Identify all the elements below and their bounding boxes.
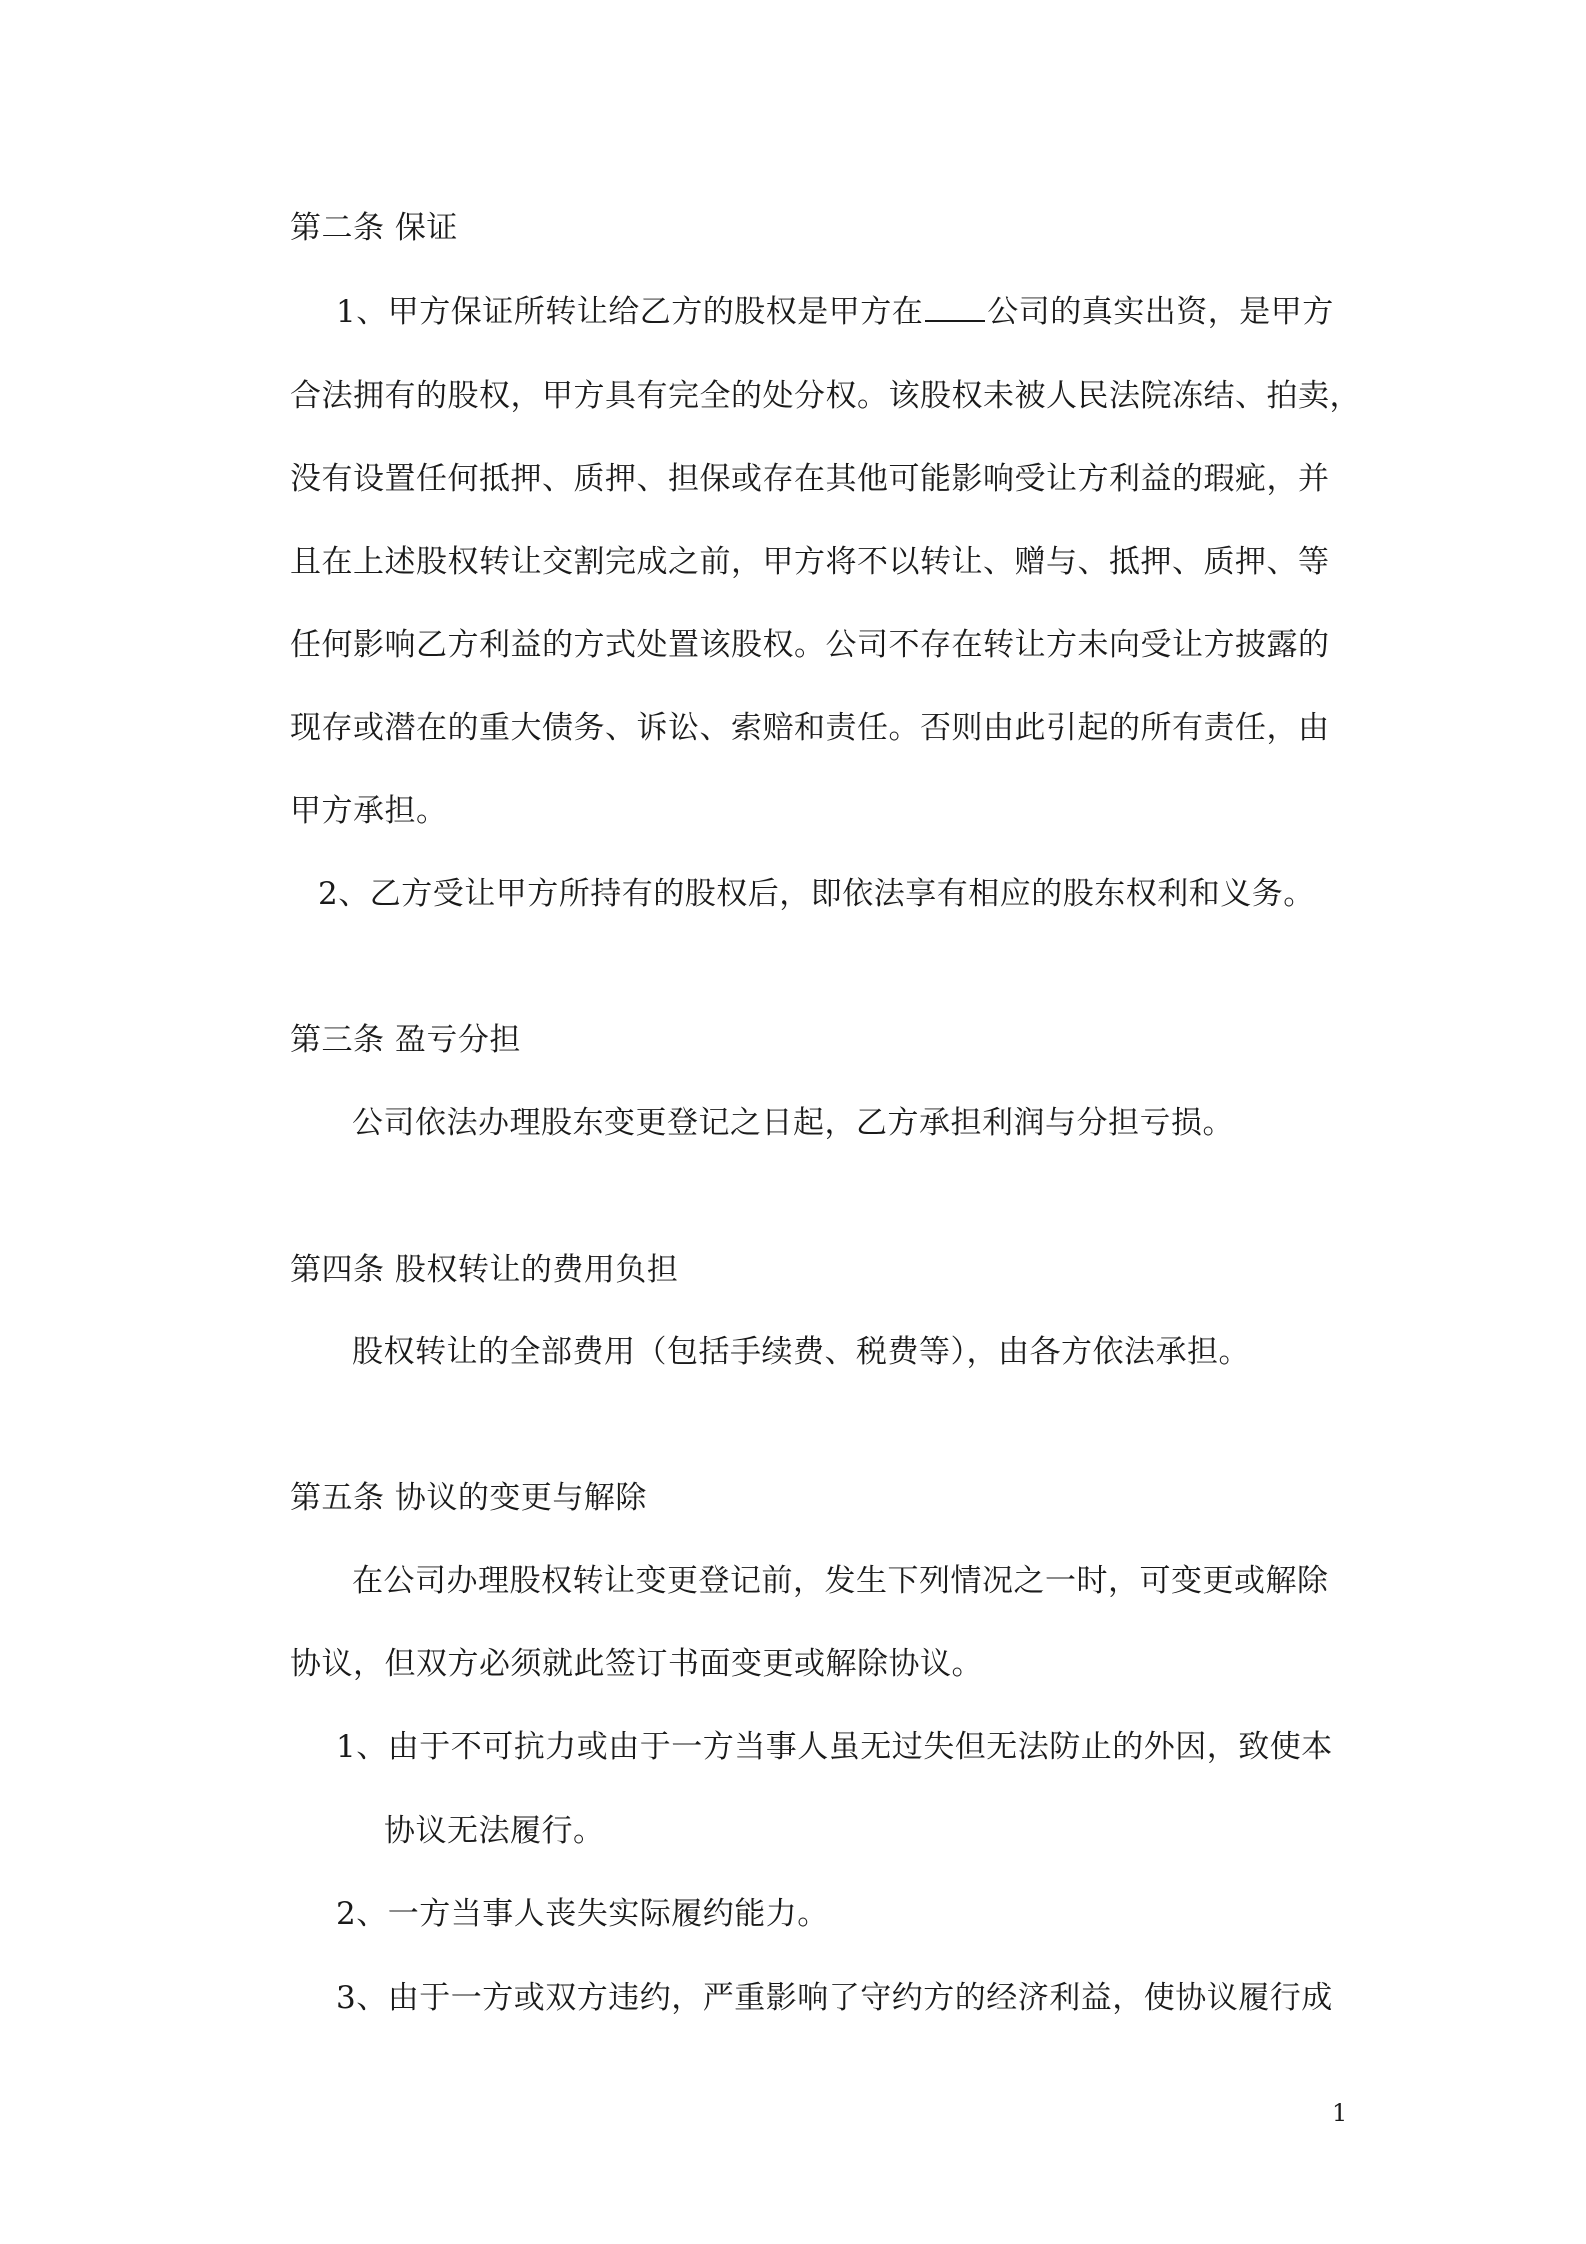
article-2-clause-1-line-3: 没有设置任何抵押、质押、担保或存在其他可能影响受让方利益的瑕疵，并: [290, 461, 1330, 497]
article-5-item-1-line-2: 协议无法履行。: [384, 1813, 605, 1849]
clause-number: 2: [318, 876, 339, 912]
article-2-clause-1-line-2: 合法拥有的股权，甲方具有完全的处分权。该股权未被人民法院冻结、拍卖，: [290, 378, 1361, 414]
article-2-clause-1-line-4: 且在上述股权转让交割完成之前，甲方将不以转让、赠与、抵押、质押、等: [290, 544, 1330, 580]
item-number: 3: [336, 1980, 357, 2016]
page-number: 1: [1332, 2099, 1348, 2127]
item-number: 1: [336, 1729, 357, 1765]
article-5-intro-line-2: 协议，但双方必须就此签订书面变更或解除协议。: [290, 1646, 983, 1682]
article-3-text: 公司依法办理股东变更登记之日起，乙方承担利润与分担亏损。: [352, 1105, 1234, 1141]
article-4-text: 股权转让的全部费用（包括手续费、税费等），由各方依法承担。: [352, 1334, 1250, 1370]
clause-number: 1: [336, 294, 357, 330]
article-2-clause-1-line-1: [336, 292, 1334, 332]
article-5-item-3: [336, 1978, 1333, 2018]
article-2-clause-1-line-7: 甲方承担。: [290, 793, 448, 829]
item-number: 2: [336, 1896, 357, 1932]
article-5-item-2: [336, 1894, 829, 1934]
item-text: 、由于不可抗力或由于一方当事人虽无过失但无法防止的外因，致使本: [356, 1729, 1333, 1765]
article-2-clause-2: [318, 874, 1315, 914]
item-text: 、一方当事人丧失实际履约能力。: [356, 1896, 829, 1932]
company-name-blank: [925, 294, 985, 322]
article-4-heading: 第四条 股权转让的费用负担: [290, 1252, 679, 1288]
article-2-clause-1-line-5: 任何影响乙方利益的方式处置该股权。公司不存在转让方未向受让方披露的: [290, 627, 1330, 663]
article-5-item-1-line-1: [336, 1727, 1333, 1767]
clause-text: 、乙方受让甲方所持有的股权后，即依法享有相应的股东权利和义务。: [338, 876, 1315, 912]
clause-text: 公司的真实出资，是甲方: [987, 294, 1334, 330]
article-5-intro-line-1: 在公司办理股权转让变更登记前，发生下列情况之一时，可变更或解除: [352, 1563, 1329, 1599]
clause-text: 、甲方保证所转让给乙方的股权是甲方在: [356, 294, 924, 330]
item-text: 、由于一方或双方违约，严重影响了守约方的经济利益，使协议履行成: [356, 1980, 1333, 2016]
article-3-heading: 第三条 盈亏分担: [290, 1022, 521, 1058]
article-2-heading: 第二条 保证: [290, 210, 458, 246]
article-2-clause-1-line-6: 现存或潜在的重大债务、诉讼、索赔和责任。否则由此引起的所有责任，由: [290, 710, 1330, 746]
article-5-heading: 第五条 协议的变更与解除: [290, 1480, 647, 1516]
